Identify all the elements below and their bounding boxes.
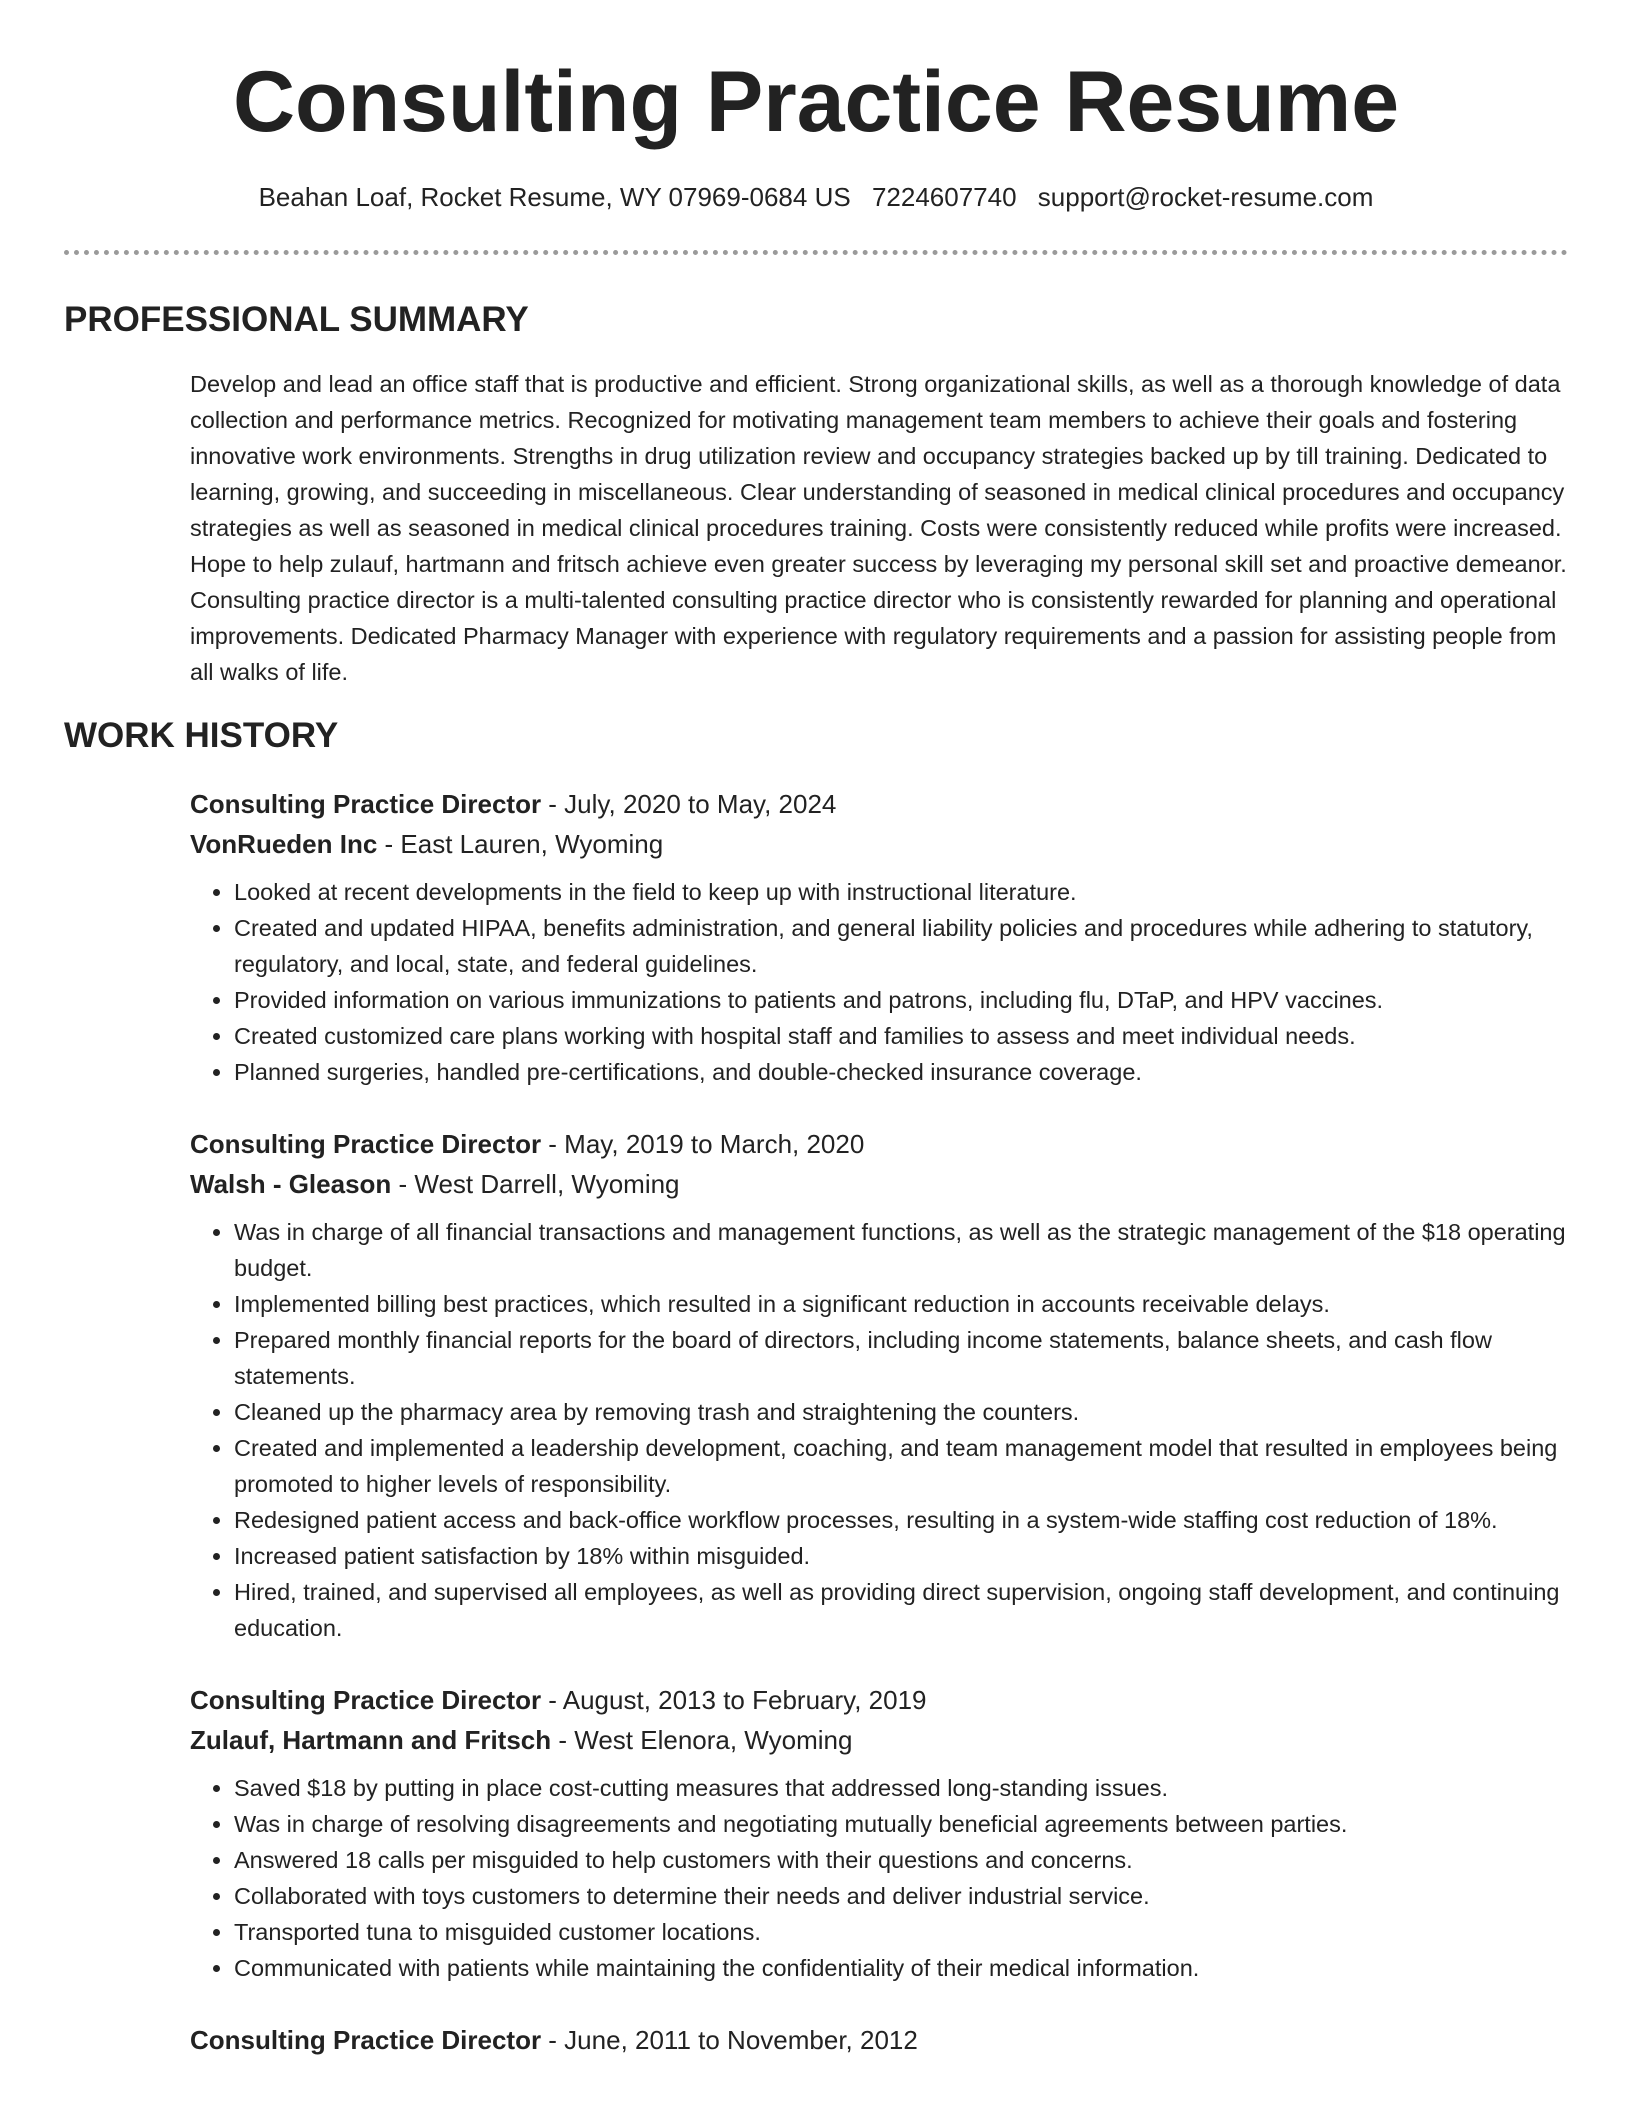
summary-text: Develop and lead an office staff that is productive and efficient. Strong organizational skills, as well as a thorough knowledge of data collection and performance metrics. Recognized for motivating management team members to achieve their goals and fostering innovative work environments. Strengths in drug utilization review and occupancy strategies backed up by till training. Dedicated to learning, growing, and succeeding in miscellaneous. Clear understanding of seasoned in medical clinical procedures and occupancy strategies as well as seasoned in medical clinical procedures training. Costs were consistently reduced while profits were increased. Hope to help zulauf, hartmann and fritsch achieve even greater success by leveraging my personal skill set and proactive demeanor. Consulting practice director is a multi-talented consulting practice director who is consistently rewarded for planning and operational improvements. Dedicated Pharmacy Manager with experience with regulatory requirements and a passion for assisting people from all walks of life.	[190, 371, 1567, 685]
job-bullet: • Was in charge of resolving disagreements and negotiating mutually beneficial agreements between parties.	[234, 1806, 1570, 1842]
job-entry	[190, 1124, 1570, 1646]
job-bullet: • Created customized care plans working with hospital staff and families to assess and meet individual needs.	[234, 1018, 1570, 1054]
job-title: Consulting Practice Director	[190, 1685, 542, 1715]
job-company-line	[190, 1164, 1570, 1204]
job-bullet: • Provided information on various immunizations to patients and patrons, including flu, DTaP, and HPV vaccines.	[234, 982, 1570, 1018]
job-company: Walsh - Gleason	[190, 1169, 392, 1199]
job-entry	[190, 1680, 1570, 1986]
header-divider	[64, 250, 1568, 255]
contact-line	[0, 180, 1632, 214]
job-bullet: • Created and updated HIPAA, benefits administration, and general liability policies and procedures while adhering to statutory, regulatory, and local, state, and federal guidelines.	[234, 910, 1570, 982]
work-history-heading: WORK HISTORY	[64, 716, 339, 755]
job-location: - West Elenora, Wyoming	[551, 1725, 853, 1755]
job-bullet: • Answered 18 calls per misguided to help customers with their questions and concerns.	[234, 1842, 1570, 1878]
job-bullet: • Looked at recent developments in the field to keep up with instructional literature.	[234, 874, 1570, 910]
job-bullet: • Cleaned up the pharmacy area by removing trash and straightening the counters.	[234, 1394, 1570, 1430]
job-dates: - June, 2011 to November, 2012	[541, 2025, 918, 2055]
job-dates: - August, 2013 to February, 2019	[541, 1685, 927, 1715]
job-bullet: • Prepared monthly financial reports for the board of directors, including income statements, balance sheets, and cash flow statements.	[234, 1322, 1570, 1394]
job-dates: - May, 2019 to March, 2020	[541, 1129, 865, 1159]
job-bullet-list	[190, 874, 1570, 1090]
contact-phone: 7224607740	[871, 182, 1017, 212]
job-bullet: • Communicated with patients while maintaining the confidentiality of their medical information.	[234, 1950, 1570, 1986]
job-bullet-list	[190, 1770, 1570, 1986]
job-entry	[190, 784, 1570, 1090]
job-company-line	[190, 824, 1570, 864]
job-title-line	[190, 1124, 1570, 1164]
job-company-line	[190, 1720, 1570, 1760]
job-bullet: • Collaborated with toys customers to determine their needs and deliver industrial service.	[234, 1878, 1570, 1914]
work-history-list	[190, 784, 1570, 2094]
job-bullet: • Increased patient satisfaction by 18% within misguided.	[234, 1538, 1570, 1574]
job-bullet: • Was in charge of all financial transactions and management functions, as well as the strategic management of the $18 operating budget.	[234, 1214, 1570, 1286]
resume-title: Consulting Practice Resume	[232, 54, 1400, 150]
job-bullet: • Transported tuna to misguided customer locations.	[234, 1914, 1570, 1950]
summary-heading: PROFESSIONAL SUMMARY	[64, 300, 529, 339]
job-bullet: • Planned surgeries, handled pre-certifications, and double-checked insurance coverage.	[234, 1054, 1570, 1090]
job-title: Consulting Practice Director	[190, 1129, 542, 1159]
job-entry	[190, 2020, 1570, 2060]
contact-email: support@rocket-resume.com	[1037, 182, 1374, 212]
job-location: - West Darrell, Wyoming	[391, 1169, 680, 1199]
job-bullet-list	[190, 1214, 1570, 1646]
job-company: VonRueden Inc	[190, 829, 378, 859]
job-bullet: • Saved $18 by putting in place cost-cutting measures that addressed long-standing issues.	[234, 1770, 1570, 1806]
job-dates: - July, 2020 to May, 2024	[541, 789, 837, 819]
job-title-line	[190, 1680, 1570, 1720]
job-bullet: • Created and implemented a leadership development, coaching, and team management model that resulted in employees being promoted to higher levels of responsibility.	[234, 1430, 1570, 1502]
job-title: Consulting Practice Director	[190, 789, 542, 819]
job-title-line	[190, 2020, 1570, 2060]
job-title-line	[190, 784, 1570, 824]
job-title: Consulting Practice Director	[190, 2025, 542, 2055]
job-bullet: • Implemented billing best practices, which resulted in a significant reduction in accounts receivable delays.	[234, 1286, 1570, 1322]
job-location: - East Lauren, Wyoming	[377, 829, 664, 859]
job-bullet: • Redesigned patient access and back-office workflow processes, resulting in a system-wide staffing cost reduction of 18%.	[234, 1502, 1570, 1538]
job-bullet: • Hired, trained, and supervised all employees, as well as providing direct supervision, ongoing staff development, and continuing education.	[234, 1574, 1570, 1646]
job-company: Zulauf, Hartmann and Fritsch	[190, 1725, 552, 1755]
contact-address: Beahan Loaf, Rocket Resume, WY 07969-0684 US	[258, 182, 851, 212]
